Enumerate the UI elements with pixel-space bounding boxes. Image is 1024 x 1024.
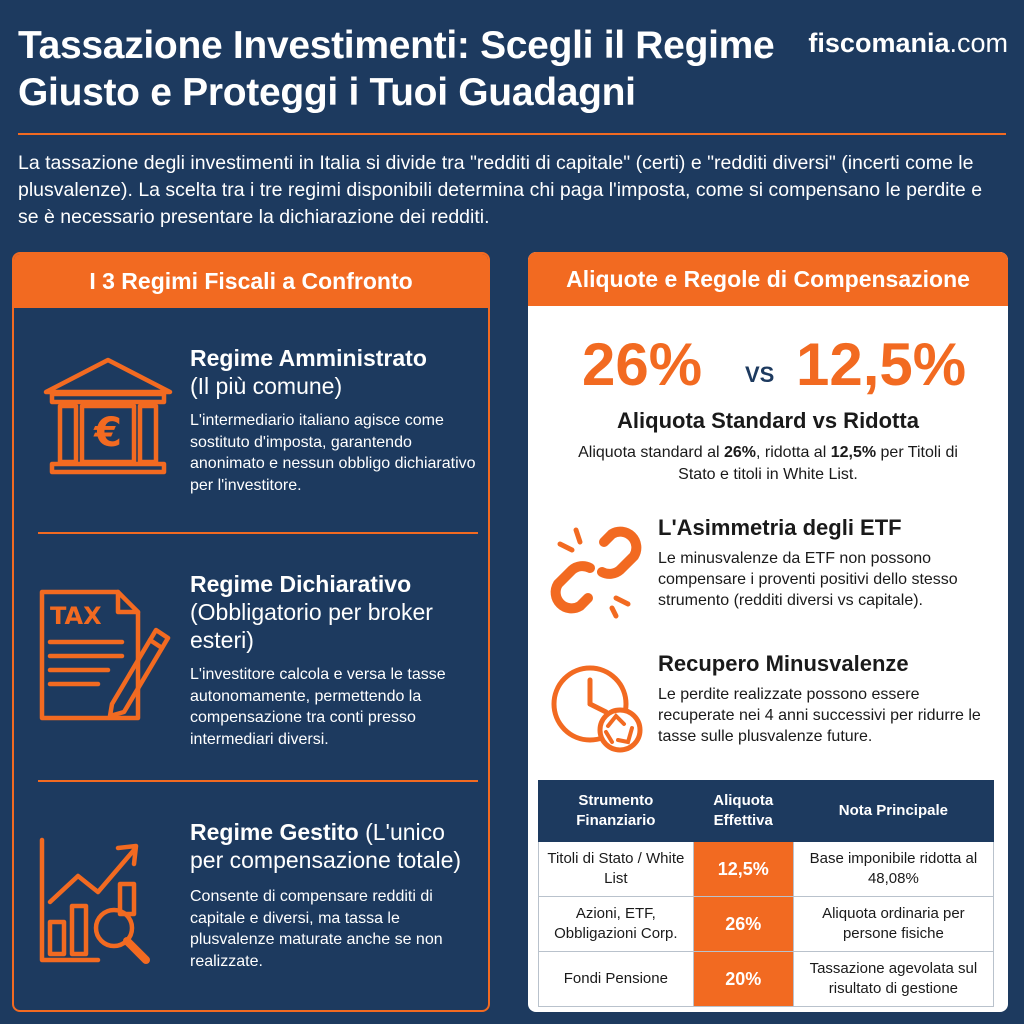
svg-text:€: € [94, 410, 122, 456]
instrument-cell: Fondi Pensione [539, 952, 694, 1007]
regime-subtitle: (Il più comune) [190, 373, 343, 399]
rate-cell: 26% [693, 897, 793, 952]
regime-description: L'intermediario italiano agisce come sostituto d'imposta, garantendo anonimato e nessun obbligo dichiarativo per l'investitore. [190, 412, 476, 494]
header [18, 22, 1008, 142]
rates-panel [528, 252, 1008, 1012]
clock-recycle-icon [546, 654, 646, 754]
rate-standard: 26% [582, 331, 703, 398]
rates-title: Aliquota Standard vs Ridotta [617, 408, 919, 433]
feature-description: Le minusvalenze da ETF non possono compensare i proventi positivi dello stesso strumento (redditi diversi vs capitale). [658, 550, 958, 609]
note-cell: Base imponibile ridotta al 48,08% [793, 842, 993, 897]
rates-description: Aliquota standard al 26%, ridotta al 12,5% per Titoli di Stato e titoli in White List. [578, 444, 958, 483]
column-header: Strumento Finanziario [539, 781, 694, 842]
regime-name: Regime Amministrato [190, 345, 427, 371]
regime-name: Regime Gestito [190, 819, 359, 845]
feature-title: Recupero Minusvalenze [658, 651, 909, 676]
regime-description: Consente di compensare redditi di capitale e diversi, ma tassa le plusvalenze maturate anche se non realizzate. [190, 888, 443, 970]
feature-description: Le perdite realizzate possono essere recuperate nei 4 anni successivi per ridurre le tasse sulle plusvalenze future. [658, 686, 981, 745]
brand-logo[interactable] [808, 28, 1008, 59]
column-header: Nota Principale [793, 781, 993, 842]
tax-document-icon [38, 586, 178, 726]
instrument-cell: Titoli di Stato / White List [539, 842, 694, 897]
regime-divider [38, 780, 478, 782]
rate-reduced: 12,5% [796, 331, 967, 398]
regimes-panel [12, 252, 490, 1012]
regime-title-line [190, 818, 480, 874]
broken-link-icon [546, 520, 646, 620]
brand-name: fiscomania [808, 28, 950, 58]
rates-comparison [528, 330, 1008, 410]
note-cell: Aliquota ordinaria per persone fisiche [793, 897, 993, 952]
regime-name: Regime Dichiarativo [190, 571, 412, 597]
bank-euro-icon [38, 354, 178, 494]
page-title: Tassazione Investimenti: Scegli il Regime Giusto e Proteggi i Tuoi Guadagni [18, 24, 775, 114]
table-row [539, 897, 994, 952]
regime-subtitle: (L'unico per compensazione totale) [190, 819, 462, 873]
rates-table [538, 780, 994, 1007]
brand-domain: .com [949, 28, 1008, 58]
regime-divider [38, 532, 478, 534]
rates-panel-heading: Aliquote e Regole di Compensazione [528, 252, 1008, 306]
note-cell: Tassazione agevolata sul risultato di gestione [793, 952, 993, 1007]
rate-cell: 12,5% [693, 842, 793, 897]
column-header: Aliquota Effettiva [693, 781, 793, 842]
rate-cell: 20% [693, 952, 793, 1007]
svg-text:TAX: TAX [50, 602, 102, 630]
regime-subtitle: (Obbligatorio per broker esteri) [190, 599, 433, 653]
table-header-row [539, 781, 994, 842]
table-row [539, 952, 994, 1007]
rate-vs-label: VS [745, 362, 775, 387]
table-row [539, 842, 994, 897]
feature-title: L'Asimmetria degli ETF [658, 515, 902, 540]
regime-description: L'investitore calcola e versa le tasse autonomamente, permettendo la compensazione tra conti presso intermediari diversi. [190, 666, 446, 748]
regimes-panel-heading: I 3 Regimi Fiscali a Confronto [14, 254, 488, 308]
instrument-cell: Azioni, ETF, Obbligazioni Corp. [539, 897, 694, 952]
growth-chart-magnifier-icon [38, 836, 178, 976]
header-divider [18, 133, 1006, 135]
intro-text: La tassazione degli investimenti in Italia si divide tra "redditi di capitale" (certi) e "redditi diversi" (incerti come le plusvalenze). La scelta tra i tre regimi disponibili determina chi paga l'imposta, come si compensano le perdite e se è necessario presentare la dichiarazione dei redditi. [18, 152, 983, 228]
